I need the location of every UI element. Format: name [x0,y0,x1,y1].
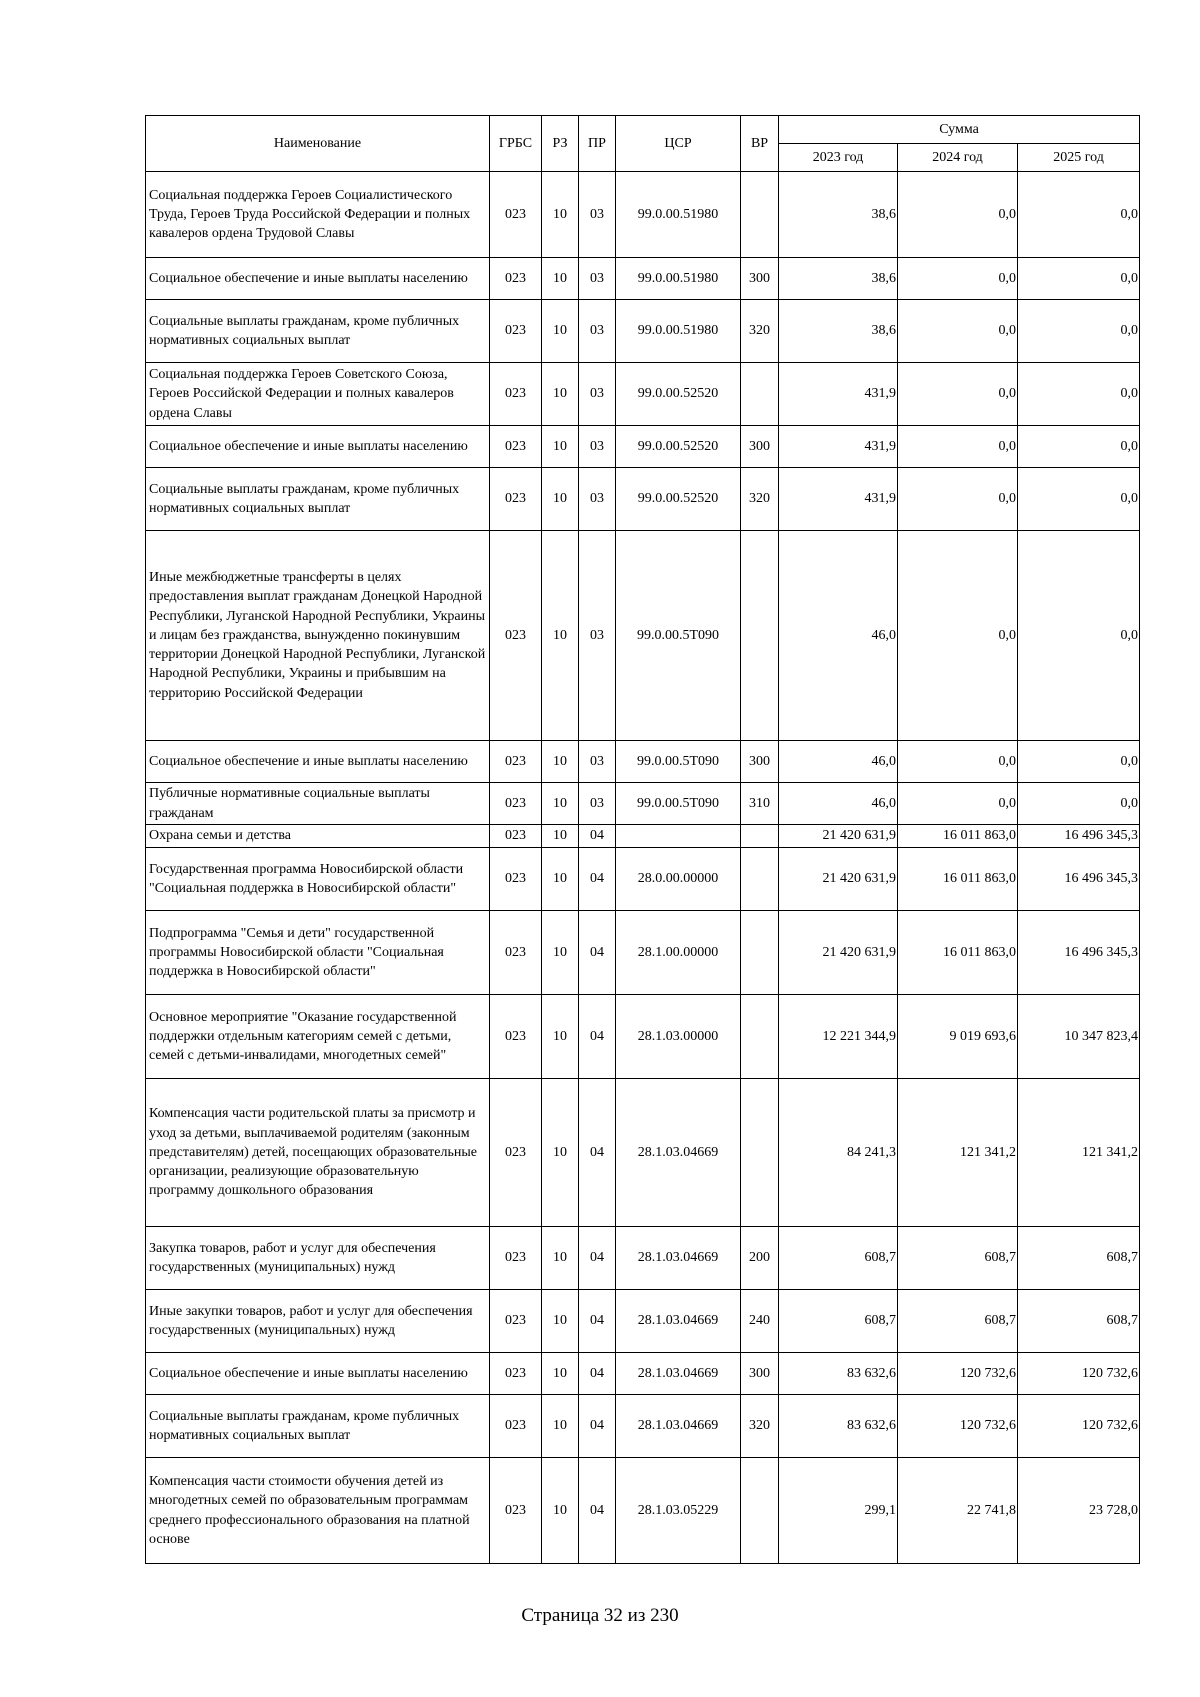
table-cell-rz: 10 [542,300,579,363]
table-cell-2025: 23 728,0 [1018,1458,1140,1564]
table-cell-rz: 10 [542,468,579,531]
table-cell-2023: 608,7 [779,1290,898,1353]
table-cell-name: Охрана семьи и детства [146,825,490,848]
table-row [146,258,1140,300]
table-cell-name: Социальное обеспечение и иные выплаты населению [146,1353,490,1395]
table-cell-pr: 03 [579,783,616,825]
table-row [146,825,1140,848]
table-cell-2024: 0,0 [898,426,1018,468]
table-row [146,426,1140,468]
table-row [146,995,1140,1079]
table-cell-grbs: 023 [490,258,542,300]
table-cell-rz: 10 [542,911,579,995]
table-cell-grbs: 023 [490,363,542,426]
table-row [146,741,1140,783]
table-cell-pr: 04 [579,1290,616,1353]
table-cell-csr: 99.0.00.52520 [616,426,741,468]
table-cell-2023: 38,6 [779,300,898,363]
table-row [146,172,1140,258]
table-cell-2025: 0,0 [1018,783,1140,825]
table-cell-2023: 46,0 [779,783,898,825]
table-cell-2025: 0,0 [1018,258,1140,300]
table-cell-vr: 310 [741,783,779,825]
table-cell-grbs: 023 [490,531,542,741]
header-rz: РЗ [542,116,579,172]
table-cell-name: Компенсация части родительской платы за присмотр и уход за детьми, выплачиваемой родителям (законным представителям) детей, посещающих образовательные организации, реализующие образовательную программу дошкольного образования [146,1079,490,1227]
table-row [146,363,1140,426]
table-cell-2025: 10 347 823,4 [1018,995,1140,1079]
table-row [146,1458,1140,1564]
table-cell-2025: 0,0 [1018,531,1140,741]
header-2023: 2023 год [779,144,898,172]
table-cell-name: Основное мероприятие "Оказание государственной поддержки отдельным категориям семей с детьми, семей с детьми-инвалидами, многодетных семей" [146,995,490,1079]
table-cell-grbs: 023 [490,848,542,911]
table-cell-vr: 320 [741,1395,779,1458]
table-cell-2024: 120 732,6 [898,1353,1018,1395]
table-cell-2024: 0,0 [898,531,1018,741]
table-cell-2023: 83 632,6 [779,1395,898,1458]
table-cell-vr [741,825,779,848]
table-cell-vr: 320 [741,300,779,363]
table-cell-2024: 22 741,8 [898,1458,1018,1564]
table-cell-csr: 99.0.00.5Т090 [616,741,741,783]
table-cell-csr: 28.1.03.04669 [616,1290,741,1353]
table-cell-2023: 38,6 [779,172,898,258]
table-cell-rz: 10 [542,172,579,258]
table-cell-vr [741,848,779,911]
table-cell-csr: 99.0.00.51980 [616,258,741,300]
table-cell-rz: 10 [542,1227,579,1290]
table-cell-grbs: 023 [490,172,542,258]
table-cell-2025: 121 341,2 [1018,1079,1140,1227]
table-cell-2025: 0,0 [1018,426,1140,468]
table-cell-name: Социальное обеспечение и иные выплаты населению [146,426,490,468]
header-grbs: ГРБС [490,116,542,172]
table-cell-rz: 10 [542,995,579,1079]
table-cell-rz: 10 [542,741,579,783]
table-cell-csr: 28.1.03.04669 [616,1353,741,1395]
table-row [146,1353,1140,1395]
table-cell-2023: 46,0 [779,741,898,783]
table-cell-2023: 21 420 631,9 [779,848,898,911]
table-row [146,1290,1140,1353]
table-cell-2024: 16 011 863,0 [898,911,1018,995]
table-cell-name: Публичные нормативные социальные выплаты гражданам [146,783,490,825]
table-row [146,1079,1140,1227]
table-cell-name: Государственная программа Новосибирской области "Социальная поддержка в Новосибирской области" [146,848,490,911]
table-cell-vr: 300 [741,741,779,783]
table-cell-grbs: 023 [490,1353,542,1395]
table-cell-grbs: 023 [490,1079,542,1227]
table-cell-2024: 0,0 [898,172,1018,258]
table-row [146,300,1140,363]
table-cell-name: Социальная поддержка Героев Советского Союза, Героев Российской Федерации и полных кавалеров ордена Славы [146,363,490,426]
table-row [146,1227,1140,1290]
table-cell-pr: 03 [579,531,616,741]
table-cell-2025: 608,7 [1018,1290,1140,1353]
table-cell-csr: 99.0.00.5Т090 [616,531,741,741]
header-pr: ПР [579,116,616,172]
table-cell-2025: 0,0 [1018,741,1140,783]
table-cell-pr: 04 [579,1079,616,1227]
table-cell-2025: 608,7 [1018,1227,1140,1290]
table-cell-name: Компенсация части стоимости обучения детей из многодетных семей по образовательным программам среднего профессионального образования на платной основе [146,1458,490,1564]
table-cell-pr: 04 [579,995,616,1079]
table-cell-vr [741,995,779,1079]
table-cell-2024: 0,0 [898,300,1018,363]
table-cell-rz: 10 [542,531,579,741]
table-cell-rz: 10 [542,363,579,426]
table-cell-grbs: 023 [490,300,542,363]
table-cell-2023: 608,7 [779,1227,898,1290]
table-cell-2025: 16 496 345,3 [1018,848,1140,911]
table-cell-2024: 16 011 863,0 [898,825,1018,848]
table-cell-pr: 03 [579,468,616,531]
table-cell-csr: 28.1.03.00000 [616,995,741,1079]
table-cell-csr: 99.0.00.51980 [616,172,741,258]
header-2025: 2025 год [1018,144,1140,172]
table-cell-csr [616,825,741,848]
table-cell-grbs: 023 [490,1395,542,1458]
table-cell-pr: 03 [579,741,616,783]
table-row [146,1395,1140,1458]
table-cell-2023: 431,9 [779,363,898,426]
table-cell-2023: 299,1 [779,1458,898,1564]
table-cell-name: Подпрограмма "Семья и дети" государственной программы Новосибирской области "Социальная поддержка в Новосибирской области" [146,911,490,995]
table-cell-vr [741,1079,779,1227]
table-cell-rz: 10 [542,1290,579,1353]
table-cell-vr [741,1458,779,1564]
table-cell-grbs: 023 [490,1290,542,1353]
table-cell-rz: 10 [542,1353,579,1395]
table-cell-rz: 10 [542,1395,579,1458]
table-cell-2023: 21 420 631,9 [779,911,898,995]
table-cell-pr: 04 [579,1353,616,1395]
table-cell-2023: 46,0 [779,531,898,741]
page-number: Страница 32 из 230 [521,1605,679,1626]
table-cell-pr: 03 [579,258,616,300]
table-cell-2024: 0,0 [898,783,1018,825]
table-row [146,783,1140,825]
table-cell-rz: 10 [542,825,579,848]
table-row [146,468,1140,531]
table-cell-grbs: 023 [490,1458,542,1564]
table-cell-2024: 608,7 [898,1227,1018,1290]
table-cell-2025: 16 496 345,3 [1018,825,1140,848]
table-cell-2024: 16 011 863,0 [898,848,1018,911]
table-cell-vr [741,172,779,258]
table-cell-2023: 12 221 344,9 [779,995,898,1079]
table-cell-vr: 200 [741,1227,779,1290]
table-cell-csr: 28.1.00.00000 [616,911,741,995]
table-cell-pr: 03 [579,426,616,468]
table-cell-grbs: 023 [490,426,542,468]
table-cell-2023: 83 632,6 [779,1353,898,1395]
table-cell-name: Социальное обеспечение и иные выплаты населению [146,741,490,783]
table-cell-2025: 16 496 345,3 [1018,911,1140,995]
table-cell-2024: 120 732,6 [898,1395,1018,1458]
table-cell-2023: 431,9 [779,426,898,468]
table-cell-grbs: 023 [490,911,542,995]
table-cell-2025: 0,0 [1018,468,1140,531]
table-cell-rz: 10 [542,258,579,300]
table-cell-2025: 0,0 [1018,363,1140,426]
table-body [146,172,1140,1564]
table-cell-pr: 04 [579,1227,616,1290]
table-cell-2024: 0,0 [898,363,1018,426]
table-cell-rz: 10 [542,848,579,911]
table-cell-pr: 03 [579,363,616,426]
table-cell-2024: 0,0 [898,468,1018,531]
table-cell-vr: 300 [741,258,779,300]
table-cell-grbs: 023 [490,995,542,1079]
table-cell-2023: 431,9 [779,468,898,531]
table-cell-csr: 99.0.00.51980 [616,300,741,363]
table-row [146,848,1140,911]
table-cell-pr: 03 [579,172,616,258]
table-cell-name: Закупка товаров, работ и услуг для обеспечения государственных (муниципальных) нужд [146,1227,490,1290]
table-cell-grbs: 023 [490,741,542,783]
table-cell-rz: 10 [542,426,579,468]
table-cell-csr: 28.1.03.04669 [616,1079,741,1227]
table-cell-vr [741,911,779,995]
table-cell-2024: 9 019 693,6 [898,995,1018,1079]
table-cell-vr [741,363,779,426]
table-cell-name: Социальные выплаты гражданам, кроме публичных нормативных социальных выплат [146,300,490,363]
table-cell-name: Социальное обеспечение и иные выплаты населению [146,258,490,300]
table-cell-2025: 120 732,6 [1018,1353,1140,1395]
table-cell-csr: 99.0.00.52520 [616,468,741,531]
table-cell-2025: 120 732,6 [1018,1395,1140,1458]
table-cell-csr: 28.0.00.00000 [616,848,741,911]
table-cell-vr: 240 [741,1290,779,1353]
table-cell-pr: 03 [579,300,616,363]
table-cell-csr: 28.1.03.04669 [616,1227,741,1290]
table-cell-csr: 99.0.00.52520 [616,363,741,426]
table-cell-2023: 84 241,3 [779,1079,898,1227]
table-cell-vr: 320 [741,468,779,531]
header-2024: 2024 год [898,144,1018,172]
table-cell-csr: 99.0.00.5Т090 [616,783,741,825]
table-cell-pr: 04 [579,848,616,911]
table-cell-name: Социальные выплаты гражданам, кроме публичных нормативных социальных выплат [146,1395,490,1458]
table-cell-name: Иные межбюджетные трансферты в целях предоставления выплат гражданам Донецкой Народной Республики, Луганской Народной Республики, Украины и лицам без гражданства, вынужденно покинувшим территории Донецкой Народной Республики, Луганской Народной Республики, Украины и прибывшим на территорию Российской Федерации [146,531,490,741]
table-cell-2024: 608,7 [898,1290,1018,1353]
table-cell-2025: 0,0 [1018,172,1140,258]
table-cell-2025: 0,0 [1018,300,1140,363]
table-cell-name: Социальная поддержка Героев Социалистического Труда, Героев Труда Российской Федерации и полных кавалеров ордена Трудовой Славы [146,172,490,258]
header-csr: ЦСР [616,116,741,172]
table-cell-grbs: 023 [490,825,542,848]
table-cell-name: Иные закупки товаров, работ и услуг для обеспечения государственных (муниципальных) нужд [146,1290,490,1353]
table-cell-pr: 04 [579,825,616,848]
table-cell-vr: 300 [741,1353,779,1395]
table-cell-pr: 04 [579,1458,616,1564]
table-row [146,531,1140,741]
table-cell-csr: 28.1.03.05229 [616,1458,741,1564]
table-cell-2024: 121 341,2 [898,1079,1018,1227]
table-cell-vr: 300 [741,426,779,468]
header-vr: ВР [741,116,779,172]
table-cell-pr: 04 [579,1395,616,1458]
table-cell-rz: 10 [542,783,579,825]
table-cell-grbs: 023 [490,783,542,825]
table-cell-rz: 10 [542,1079,579,1227]
table-cell-2023: 38,6 [779,258,898,300]
table-cell-rz: 10 [542,1458,579,1564]
table-cell-grbs: 023 [490,468,542,531]
table-cell-grbs: 023 [490,1227,542,1290]
table-cell-2024: 0,0 [898,258,1018,300]
table-cell-pr: 04 [579,911,616,995]
table-row [146,911,1140,995]
header-name: Наименование [146,116,490,172]
budget-table [145,115,1140,1564]
table-cell-vr [741,531,779,741]
table-cell-csr: 28.1.03.04669 [616,1395,741,1458]
table-cell-2023: 21 420 631,9 [779,825,898,848]
table-cell-2024: 0,0 [898,741,1018,783]
header-sum: Сумма [779,116,1140,144]
table-cell-name: Социальные выплаты гражданам, кроме публичных нормативных социальных выплат [146,468,490,531]
